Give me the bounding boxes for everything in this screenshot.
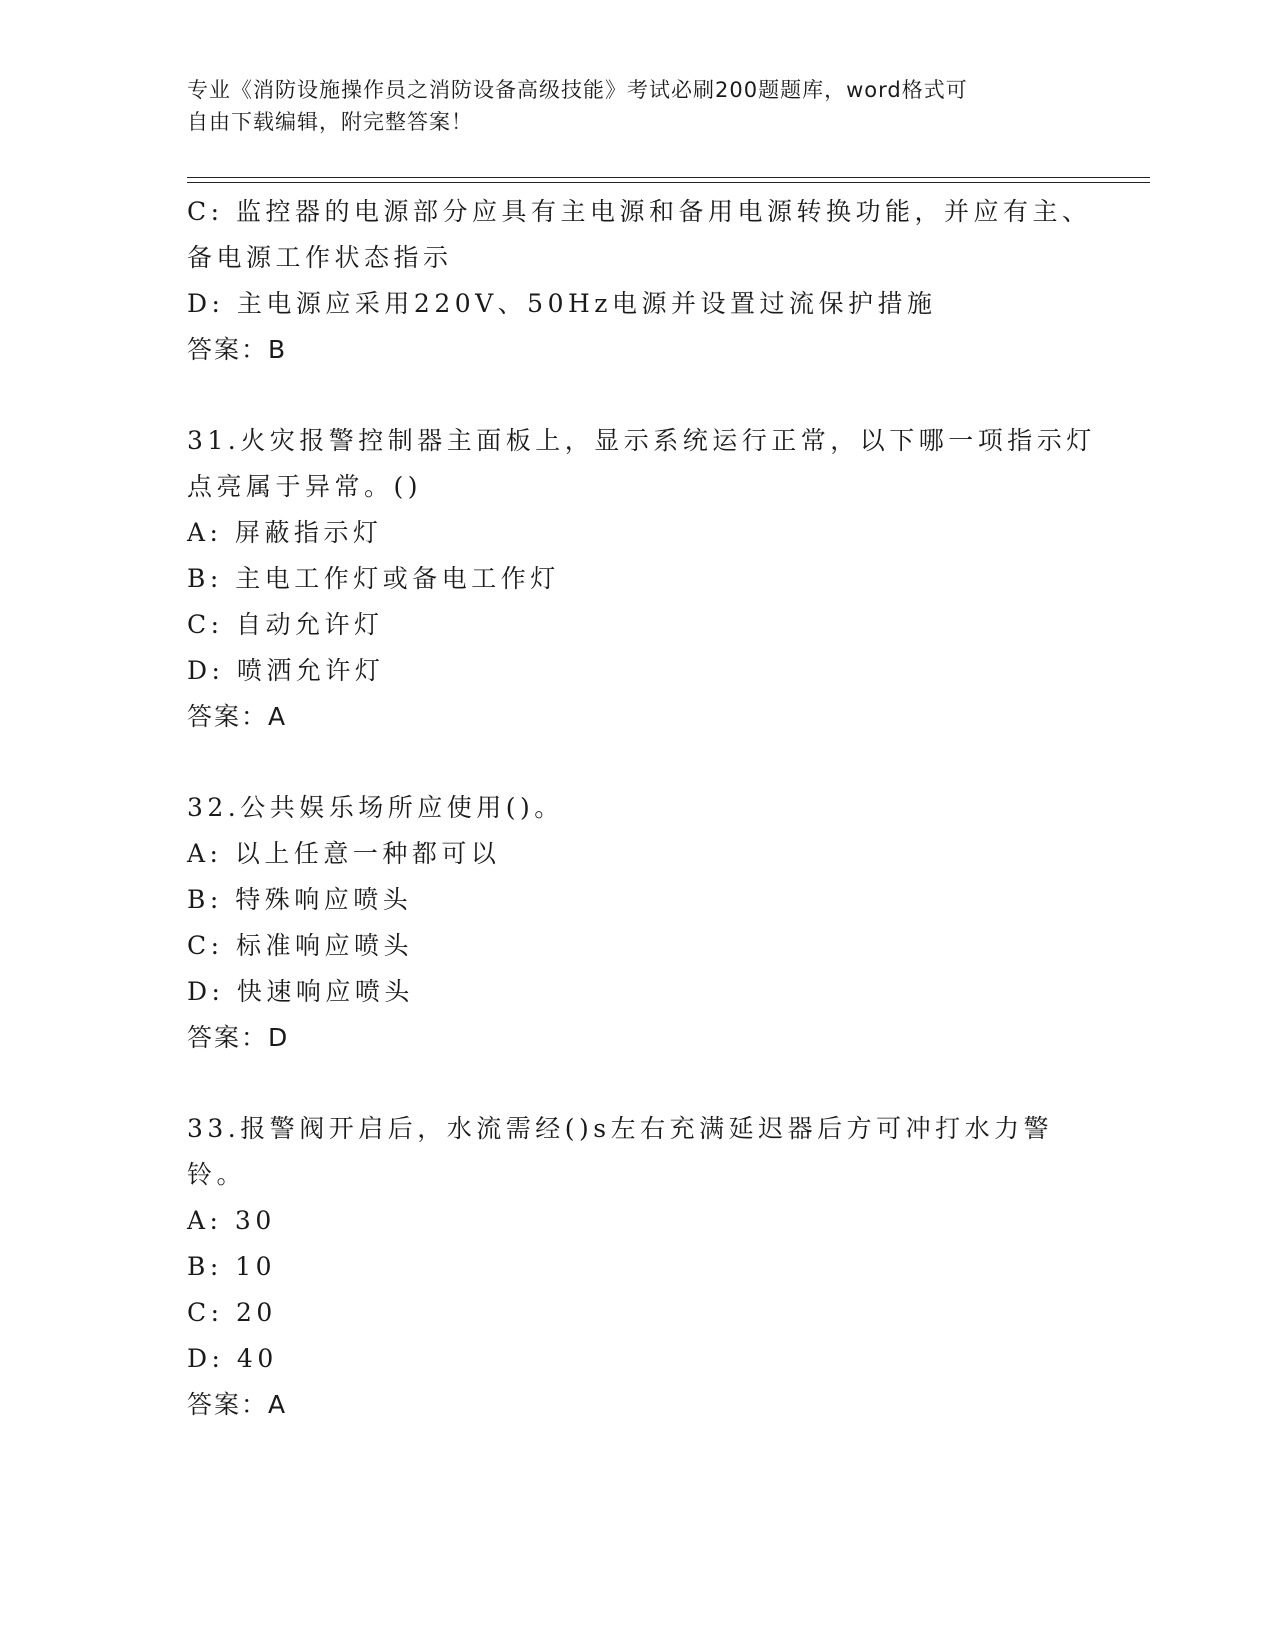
header-line-1: 专业《消防设施操作员之消防设备高级技能》考试必刷200题题库，word格式可 [187,78,968,102]
option-c-line-2: 备电源工作状态指示 [187,243,453,272]
option-d: D: 快速响应喷头 [187,977,414,1006]
answer: 答案：A [187,702,288,731]
question-stem-line-1: 31.火灾报警控制器主面板上，显示系统运行正常，以下哪一项指示灯 [187,426,1096,455]
continued-question [187,189,1092,373]
question-stem-line-2: 铃。 [187,1160,247,1189]
option-a: A: 以上任意一种都可以 [187,839,501,868]
question-33 [187,1106,1087,1428]
option-a: A: 屏蔽指示灯 [187,518,383,547]
option-b: B: 10 [187,1252,277,1281]
document-body [187,189,1096,1428]
option-b: B: 主电工作灯或备电工作灯 [187,564,560,593]
document-header [187,74,1087,138]
question-32 [187,785,1087,1061]
option-b: B: 特殊响应喷头 [187,885,413,914]
answer: 答案：D [187,1023,290,1052]
answer: 答案：B [187,335,288,364]
option-d: D: 喷洒允许灯 [187,656,385,685]
option-c: C: 20 [187,1298,277,1327]
question-stem-line-1: 33.报警阀开启后，水流需经()s左右充满延迟器后方可冲打水力警 [187,1114,1054,1143]
option-c-line-1: C: 监控器的电源部分应具有主电源和备用电源转换功能，并应有主、 [187,197,1092,226]
header-line-2: 自由下载编辑，附完整答案！ [187,110,473,134]
header-divider-top [187,177,1150,178]
question-31 [187,418,1096,740]
question-stem-line-1: 32.公共娱乐场所应使用()。 [187,793,564,822]
option-c: C: 标准响应喷头 [187,931,413,960]
answer: 答案：A [187,1390,288,1419]
option-d: D: 主电源应采用220V、50Hz电源并设置过流保护措施 [187,289,937,318]
option-a: A: 30 [187,1206,276,1235]
question-stem-line-2: 点亮属于异常。() [187,472,423,501]
option-d: D: 40 [187,1344,278,1373]
header-divider-bottom [187,182,1150,183]
option-c: C: 自动允许灯 [187,610,384,639]
